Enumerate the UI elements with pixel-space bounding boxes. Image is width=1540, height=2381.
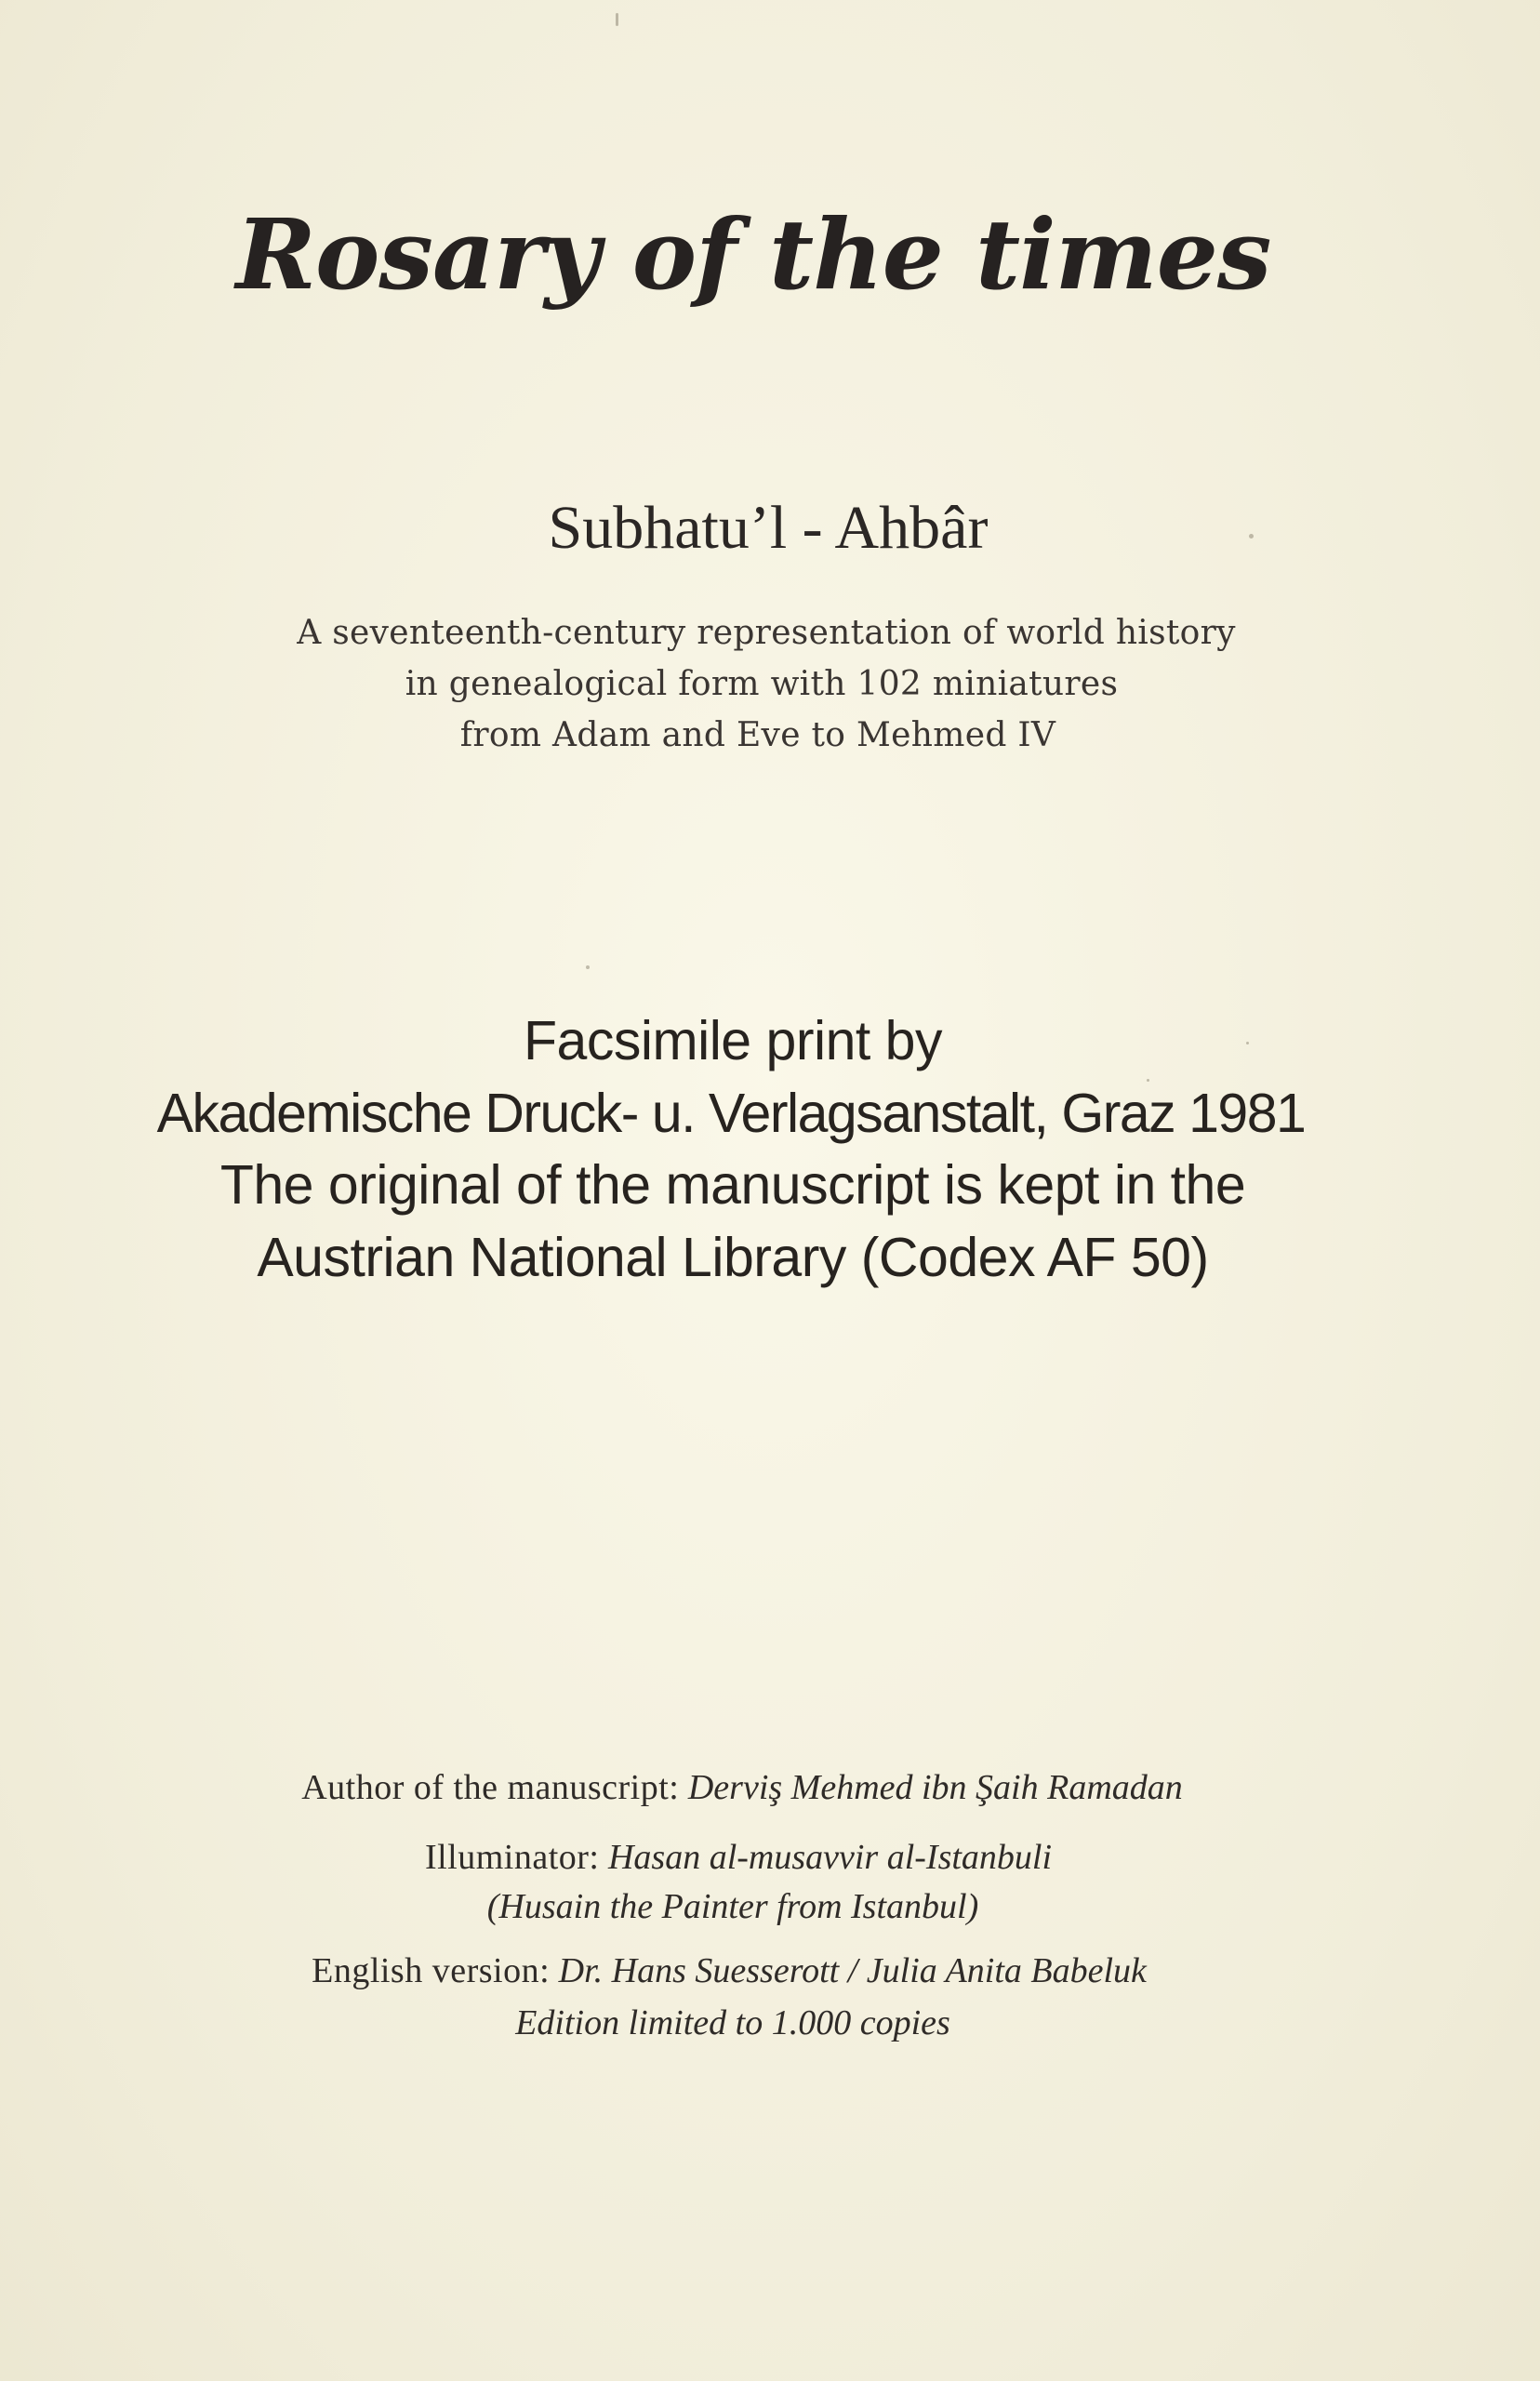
illuminator-name: Hasan al-musavvir al-Istanbuli: [607, 1838, 1053, 1877]
facsimile-line-4: Austrian National Library (Codex AF 50): [257, 1227, 1209, 1288]
facsimile-line-2: Akademische Druck- u. Verlagsanstalt, Graz 1981: [156, 1083, 1306, 1144]
paper-speck: [1249, 534, 1254, 539]
description-line-3: from Adam and Eve to Mehmed IV: [459, 716, 1056, 754]
english-version-label: English version:: [312, 1951, 551, 1990]
author-name: Derviş Mehmed ibn Şaih Ramadan: [687, 1768, 1183, 1807]
book-title: Rosary of the times: [235, 197, 1271, 312]
illuminator-credit: [0, 1837, 1508, 1878]
description-line-2: in genealogical form with 102 miniatures: [405, 665, 1119, 703]
paper-speck: [616, 13, 618, 26]
facsimile-line-3: The original of the manuscript is kept in the: [219, 1154, 1246, 1216]
english-version-names: Dr. Hans Suesserott / Julia Anita Babeluk: [558, 1951, 1147, 1990]
facsimile-line-1: Facsimile print by: [523, 1010, 942, 1071]
edition-text: Edition limited to 1.000 copies: [515, 2003, 950, 2042]
paper-speck: [1147, 1079, 1149, 1082]
illuminator-note-text: (Husain the Painter from Istanbul): [486, 1887, 979, 1926]
author-credit: [0, 1767, 1512, 1808]
author-label: Author of the manuscript:: [301, 1768, 680, 1807]
paper-speck: [586, 965, 590, 969]
description-line-1: A seventeenth-century representation of world history: [297, 614, 1236, 652]
english-version-credit: [0, 1950, 1499, 1991]
illuminator-note: [0, 1886, 1503, 1927]
illuminator-label: Illuminator:: [424, 1838, 600, 1877]
paper-speck: [1246, 1042, 1249, 1044]
edition-note: [0, 2002, 1503, 2043]
book-subtitle: Subhatu’l - Ahbâr: [548, 494, 989, 562]
